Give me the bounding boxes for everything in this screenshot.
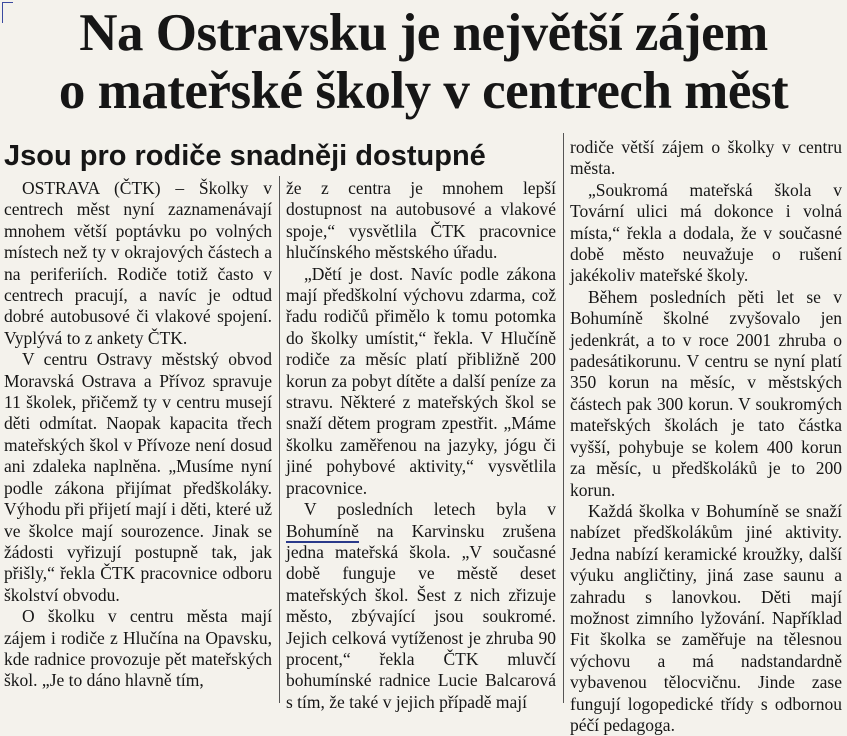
paragraph: „Soukromá mateřská škola v Tovární ulici má dokonce i volná místa,“ řekla a dodala, že v současné době město neuvažuje o rušení jakékoliv mateřské školy. <box>570 179 842 286</box>
column-divider <box>279 176 280 703</box>
headline-line-2: o mateřské školy v centrech měst <box>58 62 789 120</box>
paragraph: „Dětí je dost. Navíc podle zákona mají předškolní výchovu zdarma, což řadu rodičů přimělo k tomu potomka do školky umístit,“ řekla. V Hlučíně rodiče za měsíc platí přibližně 200 korun za pobyt dítěte a další peníze za stravu. Některé z mateřských škol se snaží dětem program zpestřit. „Máme školku zaměřenou na jazyky, jógu či jiné pohybové aktivity,“ vysvětlila pracovnice. <box>286 263 556 498</box>
paragraph: OSTRAVA (ČTK) – Školky v centrech měst nyní zaznamenávají mnohem větší poptávku po volných místech než ty v okrajových částech a na periferiích. Rodiče totiž často v centrech pracují, a navíc je odtud dobré autobusové či vlakové spojení. Vyplývá to z ankety ČTK. <box>4 178 272 348</box>
text-run: V posledních letech byla v <box>304 499 556 520</box>
paragraph <box>286 499 556 713</box>
paragraph: O školku v centru města mají zájem i rodiče z Hlučína na Opavsku, kde radnice provozuje pět mateřských škol. „Je to dáno hlavně tím, <box>4 606 272 691</box>
article-column-3 <box>570 137 842 736</box>
column-divider <box>563 133 564 703</box>
paragraph: rodiče větší zájem o školky v centru města. <box>570 137 842 179</box>
underlined-word: Bohumíně <box>286 520 359 541</box>
paragraph: Během posledních pěti let se v Bohumíně školné zvyšovalo jen jedenkrát, a to v roce 2001 zhruba o padesátikorunu. V centru se nyní platí 350 korun na měsíc, v městských částech pak 300 korun. V soukromých mateřských školách je tato částka vyšší, pohybuje se kolem 400 korun za měsíc, u předškoláků je to 200 korun. <box>570 286 842 500</box>
subheadline: Jsou pro rodiče snadněji dostupné <box>4 140 486 172</box>
article-column-1 <box>4 178 272 692</box>
paragraph: že z centra je mnohem lepší dostupnost na autobusové a vlakové spoje,“ vysvětlila ČTK pracovnice hlučínského městského úřadu. <box>286 178 556 263</box>
paragraph: Každá školka v Bohumíně se snaží nabízet předškolákům jiné aktivity. Jedna nabízí keramické kroužky, další výuku angličtiny, jiná zase saunu a zahradu s lanovkou. Děti mají možnost zimního lyžování. Například Fit školka se zaměřuje na tělesnou výchovu a má nadstandardně vybavenou tělocvičnu. Jinde zase fungují logopedické třídy s odbornou péčí pedagoga. <box>570 500 842 735</box>
paragraph: V centru Ostravy městský obvod Moravská Ostrava a Přívoz spravuje 11 školek, přičemž ty v centru musejí děti odmítat. Naopak kapacita třech mateřských škol v Přívoze není dosud ani zdaleka naplněna. „Musíme nyní podle zákona přijímat předškoláky. Výhodu při přijetí mají i děti, které už ve školce mají sourozence. Jinak se žádosti vyřizují postupně tak, jak přišly,“ řekla ČTK pracovnice odboru školství obvodu. <box>4 349 272 605</box>
headline-line-1: Na Ostravsku je největší zájem <box>79 4 768 62</box>
text-run: na Karvinsku zrušena jedna mateřská škola. „V současné době funguje ve městě deset mateřských škol. Šest z nich zřizuje město, zbývající jsou soukromé. Jejich celková vytíženost je zhruba 90 procent,“ řekla ČTK mluvčí bohumínské radnice Lucie Balcarová s tím, že také v jejich případě mají <box>286 520 556 712</box>
article-column-2 <box>286 178 556 713</box>
